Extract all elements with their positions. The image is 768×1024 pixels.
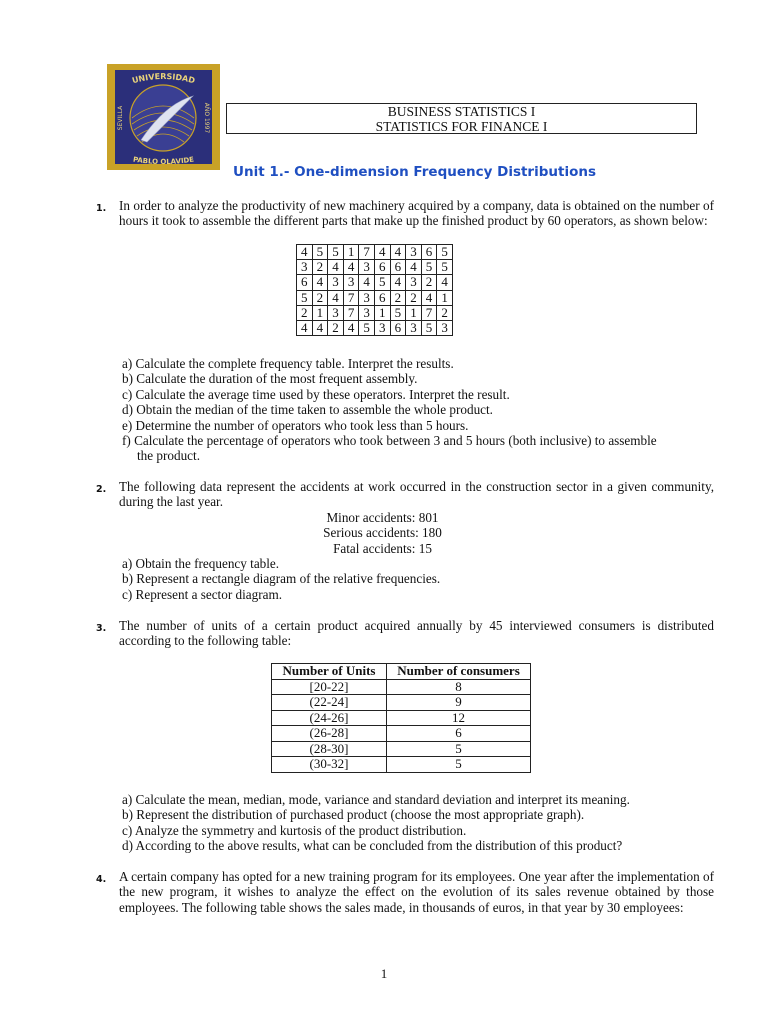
course-title-2: STATISTICS FOR FINANCE I — [375, 119, 548, 134]
grid-cell: 6 — [374, 290, 390, 305]
grid-cell: 5 — [374, 275, 390, 290]
question-4-text: A certain company has opted for a new training program for its employees. One year after the implementation of the new program, it wishes to analyze the effect on the evolution of its sales revenue obtained by those employees. The following table shows the sales made, in thousands of euros, in that year by 30 employees: — [119, 869, 714, 915]
table-cell: (26-28] — [272, 726, 387, 742]
table-cell: (30-32] — [272, 757, 387, 773]
grid-cell: 5 — [312, 245, 328, 260]
grid-cell: 1 — [312, 305, 328, 320]
list-item: a) Calculate the mean, median, mode, variance and standard deviation and interpret its meaning. — [122, 792, 630, 807]
logo-top-text: UNIVERSIDAD — [131, 71, 196, 86]
list-item: f) Calculate the percentage of operators who took between 3 and 5 hours (both inclusive) to assemble — [122, 433, 657, 449]
grid-cell: 7 — [343, 290, 359, 305]
table-cell: (24-26] — [272, 710, 387, 726]
grid-cell: 5 — [421, 320, 437, 335]
table-row — [272, 741, 531, 757]
grid-cell: 7 — [421, 305, 437, 320]
grid-cell: 6 — [421, 245, 437, 260]
list-item: c) Analyze the symmetry and kurtosis of the product distribution. — [122, 822, 467, 838]
grid-cell: 4 — [297, 320, 313, 335]
hours-data-grid — [296, 244, 453, 336]
accident-data — [300, 510, 465, 556]
grid-cell: 2 — [312, 260, 328, 275]
question-1-items — [122, 356, 717, 464]
list-item: b) Represent a rectangle diagram of the relative frequencies. — [122, 571, 441, 587]
data-line: Serious accidents: 180 — [323, 525, 442, 541]
grid-cell: 4 — [312, 320, 328, 335]
list-item: the product. — [137, 448, 200, 464]
grid-row — [297, 260, 453, 275]
grid-cell: 4 — [437, 275, 453, 290]
table-cell: 8 — [387, 679, 531, 695]
grid-row — [297, 320, 453, 335]
grid-cell: 4 — [390, 245, 406, 260]
grid-cell: 5 — [390, 305, 406, 320]
grid-cell: 5 — [437, 260, 453, 275]
grid-cell: 7 — [359, 245, 375, 260]
grid-row — [297, 305, 453, 320]
grid-cell: 1 — [406, 305, 422, 320]
question-2-number: 2. — [96, 484, 107, 495]
grid-cell: 5 — [328, 245, 344, 260]
table-cell: 9 — [387, 695, 531, 711]
logo-left-text: SEVILLA — [117, 105, 124, 131]
grid-row — [297, 290, 453, 305]
data-line: Minor accidents: 801 — [326, 510, 439, 525]
data-line: Fatal accidents: 15 — [333, 540, 432, 556]
grid-cell: 3 — [297, 260, 313, 275]
grid-cell: 2 — [328, 320, 344, 335]
grid-cell: 4 — [374, 245, 390, 260]
grid-cell: 4 — [312, 275, 328, 290]
list-item: e) Determine the number of operators who took less than 5 hours. — [122, 417, 469, 433]
list-item: b) Calculate the duration of the most frequent assembly. — [122, 371, 418, 387]
table-row — [272, 757, 531, 773]
grid-cell: 3 — [437, 320, 453, 335]
course-title-1: BUSINESS STATISTICS I — [387, 104, 536, 119]
grid-cell: 3 — [359, 260, 375, 275]
grid-cell: 4 — [343, 320, 359, 335]
grid-cell: 3 — [359, 305, 375, 320]
grid-cell: 1 — [437, 290, 453, 305]
grid-cell: 6 — [390, 320, 406, 335]
list-item: d) Obtain the median of the time taken to assemble the whole product. — [122, 402, 493, 418]
grid-cell: 4 — [328, 290, 344, 305]
grid-cell: 4 — [390, 275, 406, 290]
table-cell: [20-22] — [272, 679, 387, 695]
grid-cell: 3 — [328, 275, 344, 290]
grid-cell: 4 — [406, 260, 422, 275]
grid-cell: 3 — [343, 275, 359, 290]
question-4-number: 4. — [96, 874, 107, 885]
grid-row — [297, 245, 453, 260]
table-cell: (28-30] — [272, 741, 387, 757]
table-row — [272, 695, 531, 711]
unit-title: Unit 1.- One-dimension Frequency Distributions — [233, 164, 596, 180]
grid-cell: 5 — [421, 260, 437, 275]
grid-cell: 6 — [374, 260, 390, 275]
table-header: Number of Units — [272, 664, 387, 680]
grid-cell: 4 — [328, 260, 344, 275]
question-3-items — [122, 792, 717, 854]
page-number: 1 — [380, 966, 388, 981]
grid-row — [297, 275, 453, 290]
grid-cell: 5 — [297, 290, 313, 305]
table-row — [272, 679, 531, 695]
question-3-text: The number of units of a certain product acquired annually by 45 interviewed consumers is distributed according to the following table: — [119, 618, 714, 649]
list-item: d) According to the above results, what can be concluded from the distribution of this product? — [122, 838, 623, 854]
logo-right-text: AÑO 1997 — [203, 102, 210, 134]
table-row — [272, 726, 531, 742]
grid-cell: 3 — [374, 320, 390, 335]
table-cell: 12 — [387, 710, 531, 726]
grid-cell: 6 — [297, 275, 313, 290]
question-2-text: The following data represent the accidents at work occurred in the construction sector in a given community, during the last year. — [119, 479, 714, 510]
grid-cell: 4 — [343, 260, 359, 275]
grid-cell: 2 — [406, 290, 422, 305]
grid-cell: 2 — [437, 305, 453, 320]
grid-cell: 2 — [390, 290, 406, 305]
grid-cell: 3 — [328, 305, 344, 320]
table-cell: 6 — [387, 726, 531, 742]
grid-cell: 7 — [343, 305, 359, 320]
grid-cell: 5 — [359, 320, 375, 335]
table-cell: (22-24] — [272, 695, 387, 711]
question-1-number: 1. — [96, 203, 107, 214]
table-cell: 5 — [387, 741, 531, 757]
question-2-items — [122, 556, 717, 602]
units-frequency-table — [271, 663, 531, 773]
list-item: a) Obtain the frequency table. — [122, 556, 280, 571]
grid-cell: 1 — [374, 305, 390, 320]
grid-cell: 4 — [297, 245, 313, 260]
question-1-text: In order to analyze the productivity of new machinery acquired by a company, data is obtained on the number of hours it took to assemble the different parts that make up the finished product by 60 operators, as shown below: — [119, 198, 714, 229]
course-header — [226, 103, 697, 134]
grid-cell: 3 — [406, 275, 422, 290]
grid-cell: 1 — [343, 245, 359, 260]
logo-bottom-text: PABLO OLAVIDE — [132, 155, 195, 167]
table-header: Number of consumers — [387, 664, 531, 680]
list-item: a) Calculate the complete frequency table. Interpret the results. — [122, 356, 454, 371]
list-item: c) Represent a sector diagram. — [122, 586, 283, 602]
table-cell: 5 — [387, 757, 531, 773]
list-item: b) Represent the distribution of purchased product (choose the most appropriate graph). — [122, 807, 585, 823]
question-3-number: 3. — [96, 623, 107, 634]
grid-cell: 3 — [406, 245, 422, 260]
grid-cell: 3 — [359, 290, 375, 305]
university-logo — [107, 64, 220, 170]
grid-cell: 4 — [421, 290, 437, 305]
table-row — [272, 710, 531, 726]
list-item: c) Calculate the average time used by these operators. Interpret the result. — [122, 386, 510, 402]
grid-cell: 5 — [437, 245, 453, 260]
grid-cell: 2 — [297, 305, 313, 320]
grid-cell: 3 — [406, 320, 422, 335]
grid-cell: 2 — [312, 290, 328, 305]
grid-cell: 2 — [421, 275, 437, 290]
grid-cell: 4 — [359, 275, 375, 290]
grid-cell: 6 — [390, 260, 406, 275]
